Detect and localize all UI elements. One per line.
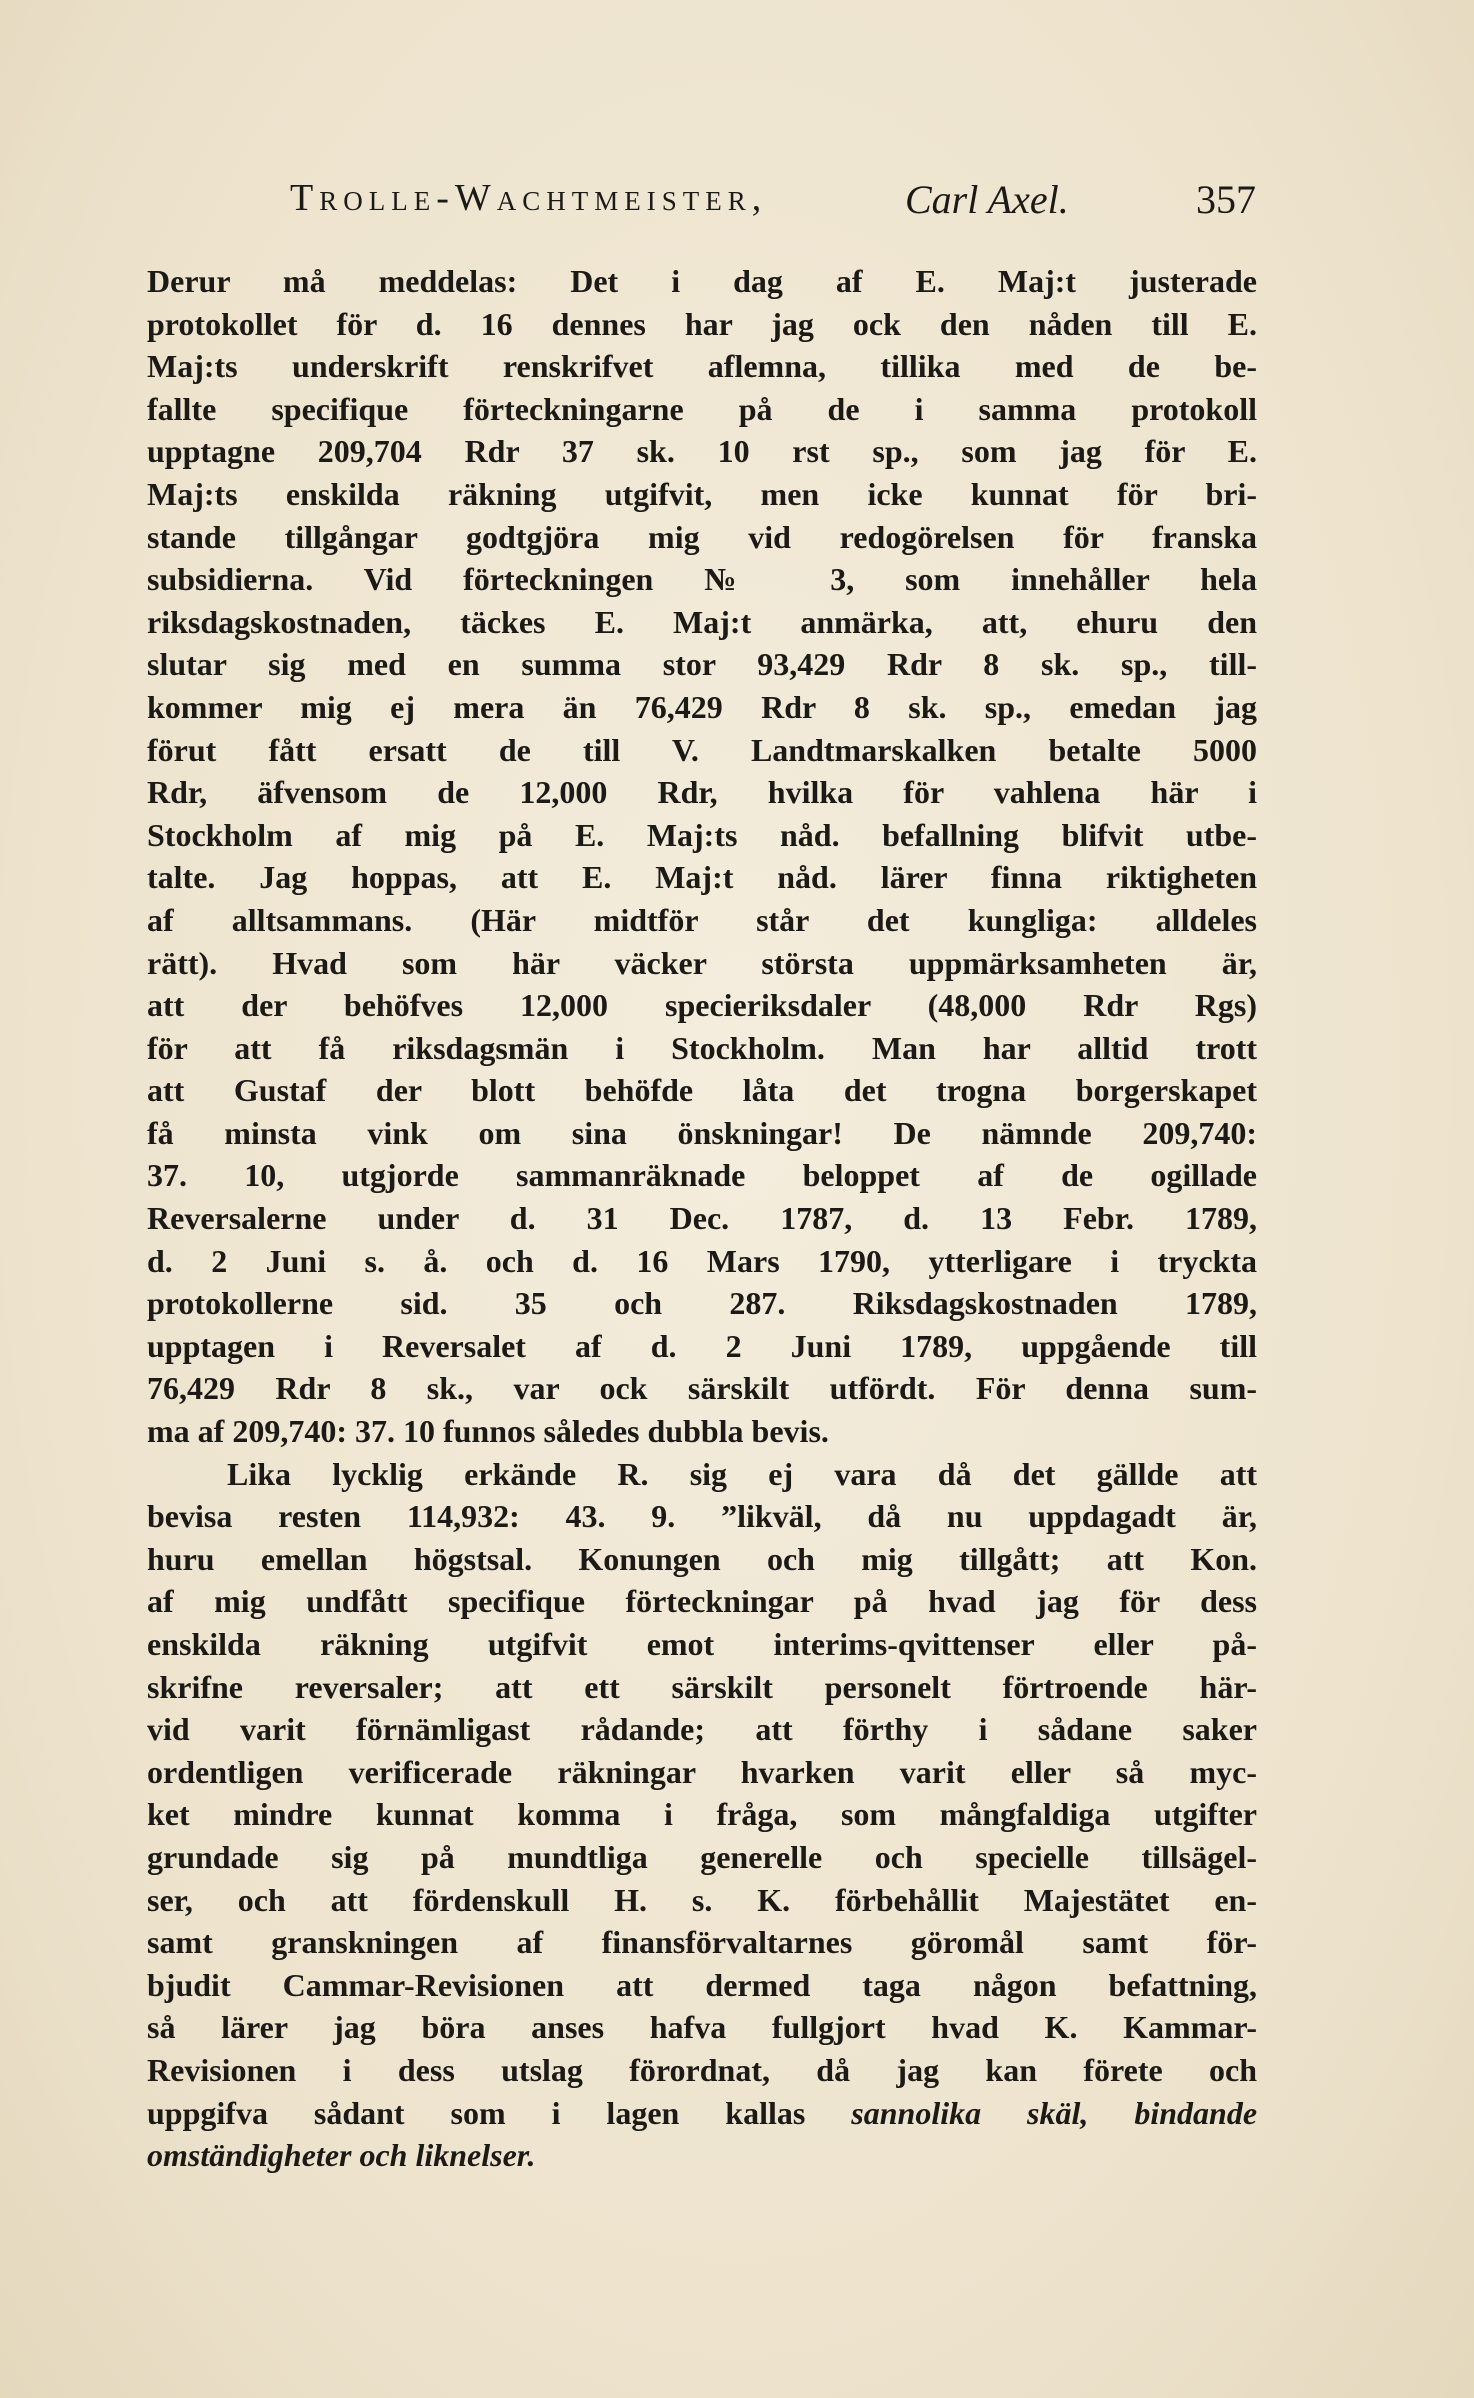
text-line: af mig undfått specifique förteckningar på hvad jag för dess [147,1583,1257,1620]
text-line: 37. 10, utgjorde sammanräknade beloppet af de ogillade [147,1157,1257,1194]
text-line: vid varit förnämligast rådande; att förthy i sådane saker [147,1711,1257,1748]
text-line: skrifne reversaler; att ett särskilt personelt förtroende här- [147,1668,1257,1705]
text-line: så lärer jag böra anses hafva fullgjort hvad K. Kammar- [147,2009,1257,2046]
running-header [290,176,1256,228]
text-line [147,2134,1257,2177]
text-line: Stockholm af mig på E. Maj:ts nåd. befallning blifvit utbe- [147,816,1257,853]
text-line: ordentligen verificerade räkningar hvarken varit eller så myc- [147,1753,1257,1790]
text-line-start: uppgifva sådant som i lagen kallas [147,2094,806,2131]
text-line: d. 2 Juni s. å. och d. 16 Mars 1790, ytterligare i tryckta [147,1242,1257,1279]
text-line: samt granskningen af finansförvaltarnes göromål samt för- [147,1924,1257,1961]
text-line: att der behöfves 12,000 specieriksdaler (48,000 Rdr Rgs) [147,987,1257,1024]
text-line: stande tillgångar godtgjöra mig vid redogörelsen för franska [147,518,1257,555]
text-line: Rdr, äfvensom de 12,000 Rdr, hvilka för vahlena här i [147,774,1257,811]
italic-phrase: sannolika skäl, bindande [851,2094,1258,2131]
text-line: för att få riksdagsmän i Stockholm. Man har alltid trott [147,1029,1257,1066]
text-line: af alltsammans. (Här midtför står det kungliga: alldeles [147,901,1257,938]
text-line: ma af 209,740: 37. 10 funnos således dubbla bevis. [147,1413,829,1450]
text-line: bevisa resten 114,932: 43. 9. ”likväl, då nu uppdagadt är, [147,1498,1257,1535]
text-line: slutar sig med en summa stor 93,429 Rdr 8 sk. sp., till- [147,646,1257,683]
text-line: riksdagskostnaden, täckes E. Maj:t anmärka, att, ehuru den [147,603,1257,640]
text-line: bjudit Cammar-Revisionen att dermed taga någon befattning, [147,1966,1257,2003]
body-text [147,260,1257,2177]
text-line: rätt). Hvad som här väcker största uppmärksamheten är, [147,944,1257,981]
text-line: Revisionen i dess utslag förordnat, då jag kan förete och [147,2051,1257,2088]
text-line: kommer mig ej mera än 76,429 Rdr 8 sk. sp., emedan jag [147,688,1257,725]
text-line: Lika lycklig erkände R. sig ej vara då det gällde att [227,1455,1257,1492]
italic-phrase-end: omständigheter och liknelser. [147,2137,536,2174]
text-line: upptagen i Reversalet af d. 2 Juni 1789, uppgående till [147,1327,1257,1364]
text-line: Maj:ts underskrift renskrifvet aflemna, tillika med de be- [147,348,1257,385]
text-line: huru emellan högstsal. Konungen och mig tillgått; att Kon. [147,1540,1257,1577]
text-line: förut fått ersatt de till V. Landtmarskalken betalte 5000 [147,731,1257,768]
text-line: ser, och att fördenskull H. s. K. förbehållit Majestätet en- [147,1881,1257,1918]
text-line: upptagne 209,704 Rdr 37 sk. 10 rst sp., som jag för E. [147,433,1257,470]
text-line: enskilda räkning utgifvit emot interims-qvittenser eller på- [147,1626,1257,1662]
text-line: Reversalerne under d. 31 Dec. 1787, d. 13 Febr. 1789, [147,1200,1257,1237]
text-line: protokollerne sid. 35 och 287. Riksdagskostnaden 1789, [147,1285,1257,1322]
text-line: Maj:ts enskilda räkning utgifvit, men icke kunnat för bri- [147,475,1257,512]
text-line: ket mindre kunnat komma i fråga, som mångfaldiga utgifter [147,1796,1257,1833]
page-number: 357 [1196,177,1256,222]
text-line: få minsta vink om sina önskningar! De nämnde 209,740: [147,1114,1257,1151]
text-line: 76,429 Rdr 8 sk., var ock särskilt utfördt. För denna sum- [147,1370,1257,1407]
text-line: fallte specifique förteckningarne på de i samma protokoll [147,390,1257,427]
text-line: Derur må meddelas: Det i dag af E. Maj:t justerade [147,263,1257,299]
text-line: att Gustaf der blott behöfde låta det trogna borgerskapet [147,1072,1257,1109]
header-author: Trolle-Wachtmeister, [290,177,768,219]
header-name: Carl Axel. [905,177,1069,222]
text-line: subsidierna. Vid förteckningen № 3, som innehåller hela [147,561,1257,598]
text-line: grundade sig på mundtliga generelle och specielle tillsägel- [147,1838,1257,1875]
text-line: talte. Jag hoppas, att E. Maj:t nåd. lärer finna riktigheten [147,859,1257,896]
text-line-with-italic [147,2092,1257,2135]
text-line: protokollet för d. 16 dennes har jag ock den nåden till E. [147,305,1257,342]
